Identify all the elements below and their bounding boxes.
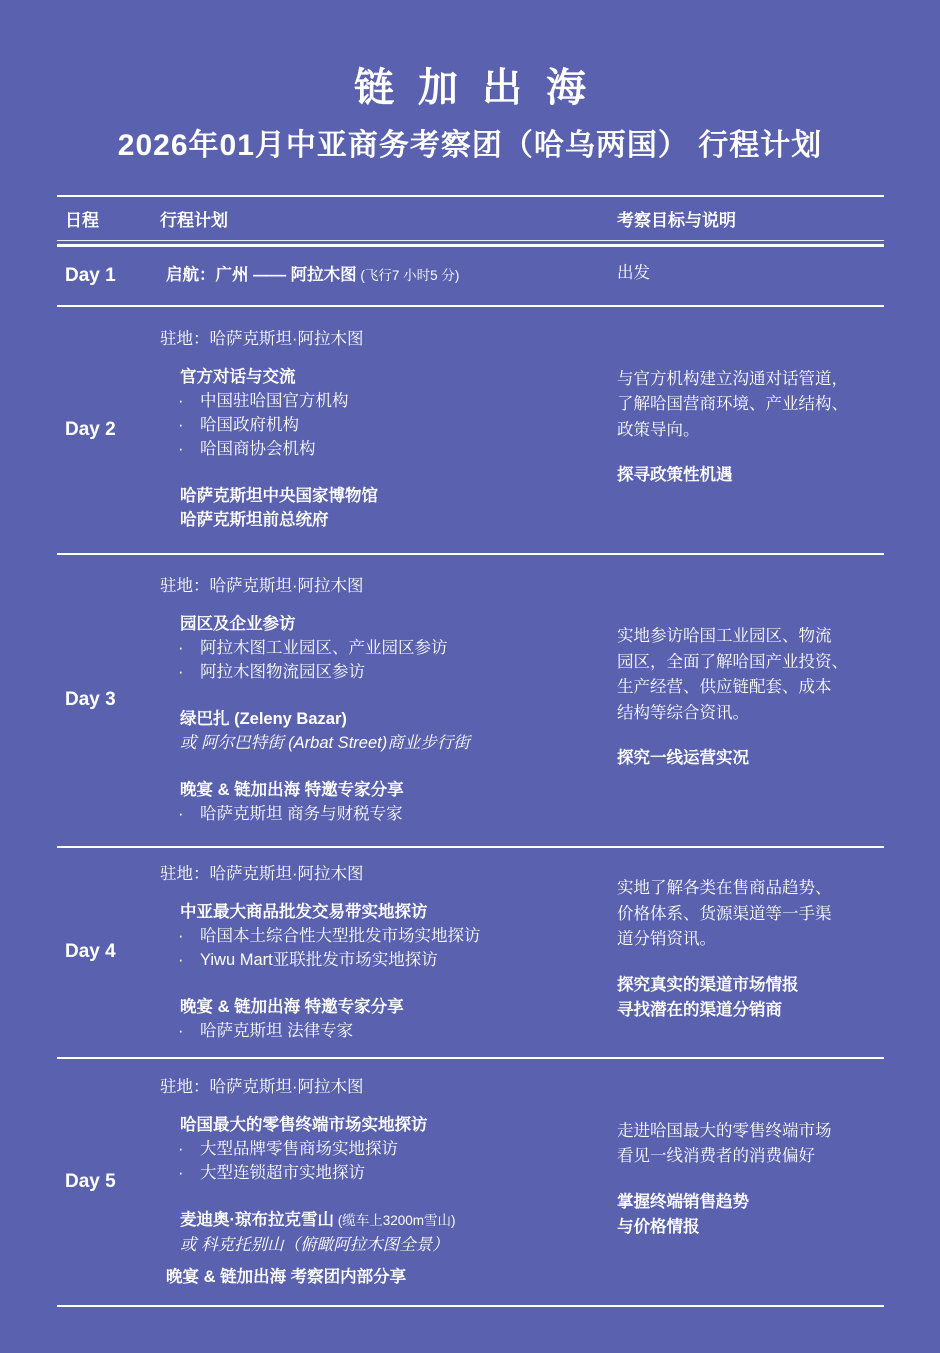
goal-line: 看见一线消费者的消费偏好 bbox=[617, 1147, 815, 1165]
bullet-dot: · bbox=[178, 392, 184, 410]
goal-line: 掌握终端销售趋势 bbox=[617, 1192, 749, 1211]
goal-line: 结构等综合资讯。 bbox=[617, 703, 749, 722]
plan-line-text: 阿拉木图物流园区参访 bbox=[200, 663, 365, 681]
table-header-row bbox=[57, 195, 884, 247]
bullet-dot: · bbox=[178, 639, 184, 657]
bullet-dot: · bbox=[178, 1163, 184, 1182]
plan-line bbox=[178, 1161, 617, 1185]
bullet-dot: · bbox=[178, 440, 184, 458]
page-title: 2026年01月中亚商务考察团（哈乌两国） 行程计划 bbox=[117, 129, 823, 162]
goals-cell bbox=[617, 247, 884, 305]
plan-cell bbox=[160, 848, 617, 1057]
day-cell bbox=[57, 307, 160, 553]
plan-line: 启航：广州 —— 阿拉木图 (飞行7 小时5 分) bbox=[166, 266, 460, 285]
day-cell bbox=[57, 848, 160, 1057]
spacer bbox=[617, 443, 884, 463]
page-header bbox=[0, 0, 940, 164]
plan-line: 园区及企业参访 bbox=[180, 615, 296, 633]
goal-line: 与价格情报 bbox=[617, 1218, 700, 1236]
goals-cell bbox=[617, 848, 884, 1057]
itinerary-table bbox=[57, 195, 884, 1307]
plan-line-text: 阿拉木图工业园区、产业园区参访 bbox=[200, 639, 448, 657]
goal-line: 走进哈国最大的零售终端市场 bbox=[617, 1121, 832, 1140]
plan-cell bbox=[160, 247, 617, 305]
day-cell bbox=[57, 247, 160, 305]
table-row bbox=[57, 1059, 884, 1307]
table-row bbox=[57, 848, 884, 1059]
plan-line: 晚宴 & 链加出海 考察团内部分享 bbox=[166, 1267, 407, 1286]
table-row bbox=[57, 247, 884, 307]
spacer bbox=[160, 755, 617, 778]
plan-line: 或 科克托别山（俯瞰阿拉木图全景） bbox=[180, 1235, 449, 1254]
bullet-dot: · bbox=[178, 416, 184, 434]
plan-line: 哈萨克斯坦前总统府 bbox=[180, 511, 329, 529]
spacer bbox=[617, 953, 884, 973]
plan-line bbox=[178, 636, 617, 660]
goal-line: 与官方机构建立沟通对话管道， bbox=[617, 369, 848, 388]
plan-line bbox=[178, 660, 617, 684]
spacer bbox=[160, 684, 617, 707]
plan-line: 晚宴 & 链加出海 特邀专家分享 bbox=[180, 997, 404, 1016]
column-header-goals: 考察目标与说明 bbox=[617, 211, 736, 230]
goal-line: 寻找潜在的渠道分销商 bbox=[617, 1001, 782, 1020]
spacer bbox=[617, 1170, 884, 1190]
plan-line-text: 哈萨克斯坦 商务与财税专家 bbox=[200, 805, 403, 823]
plan-line bbox=[178, 389, 617, 413]
inline-note: (飞行7 小时5 分) bbox=[356, 268, 460, 284]
plan-line: 官方对话与交流 bbox=[180, 368, 296, 386]
plan-line-text: 中国驻哈国官方机构 bbox=[200, 392, 349, 410]
spacer bbox=[160, 1257, 617, 1265]
plan-line: 或 阿尔巴特街 (Arbat Street)商业步行街 bbox=[180, 734, 470, 752]
goals-cell bbox=[617, 307, 884, 553]
column-header-day: 日程 bbox=[65, 211, 99, 230]
goal-line: 了解哈国营商环境、产业结构、 bbox=[617, 395, 848, 413]
inline-note: (缆车上3200m雪山) bbox=[334, 1212, 456, 1228]
day-cell bbox=[57, 555, 160, 846]
spacer bbox=[160, 1185, 617, 1208]
plan-line: 驻地：哈萨克斯坦·阿拉木图 bbox=[160, 864, 364, 883]
plan-line-text: Yiwu Mart亚联批发市场实地探访 bbox=[200, 950, 438, 969]
day-label: Day 5 bbox=[65, 1170, 116, 1192]
plan-line bbox=[178, 924, 617, 948]
plan-line bbox=[178, 1137, 617, 1161]
goal-line: 实地了解各类在售商品趋势、 bbox=[617, 879, 832, 898]
plan-line: 哈萨克斯坦中央国家博物馆 bbox=[180, 487, 378, 505]
day-label: Day 2 bbox=[65, 418, 116, 440]
plan-line-text: 大型连锁超市实地探访 bbox=[200, 1163, 365, 1182]
goal-line: 园区，全面了解哈国产业投资、 bbox=[617, 652, 848, 671]
plan-line: 麦迪奥·琼布拉克雪山 (缆车上3200m雪山) bbox=[180, 1210, 456, 1229]
goal-line: 探寻政策性机遇 bbox=[617, 466, 733, 484]
plan-line: 中亚最大商品批发交易带实地探访 bbox=[180, 902, 428, 921]
plan-line-text: 哈国本土综合性大型批发市场实地探访 bbox=[200, 926, 481, 945]
goal-line: 探究真实的渠道市场情报 bbox=[617, 975, 799, 994]
plan-line: 驻地：哈萨克斯坦·阿拉木图 bbox=[160, 1077, 364, 1096]
plan-line bbox=[178, 413, 617, 437]
plan-line bbox=[178, 802, 617, 826]
plan-line bbox=[178, 948, 617, 972]
plan-line bbox=[178, 437, 617, 461]
day-cell bbox=[57, 1059, 160, 1305]
plan-line: 哈国最大的零售终端市场实地探访 bbox=[180, 1115, 428, 1134]
brand-logo: 链加出海 bbox=[354, 66, 610, 110]
goals-cell bbox=[617, 1059, 884, 1305]
goal-line: 价格体系、货源渠道等一手渠 bbox=[617, 904, 832, 923]
plan-line-text: 哈萨克斯坦 法律专家 bbox=[200, 1021, 354, 1040]
bullet-dot: · bbox=[178, 1021, 184, 1040]
goal-line: 生产经营、供应链配套、成本 bbox=[617, 678, 832, 697]
bullet-dot: · bbox=[178, 663, 184, 681]
table-header-inner bbox=[57, 197, 884, 241]
spacer bbox=[617, 726, 884, 746]
goals-cell bbox=[617, 555, 884, 846]
goal-line: 政策导向。 bbox=[617, 420, 700, 439]
table-row bbox=[57, 555, 884, 848]
bullet-dot: · bbox=[178, 950, 184, 969]
goal-line: 实地参访哈国工业园区、物流 bbox=[617, 627, 832, 646]
column-header-plan: 行程计划 bbox=[160, 211, 228, 230]
spacer bbox=[160, 972, 617, 995]
table-row bbox=[57, 307, 884, 555]
plan-cell bbox=[160, 1059, 617, 1305]
goal-line: 探究一线运营实况 bbox=[617, 749, 749, 768]
plan-line-text: 哈国商协会机构 bbox=[200, 440, 316, 458]
goal-line: 道分销资讯。 bbox=[617, 930, 716, 949]
table-body bbox=[57, 247, 884, 1307]
bullet-dot: · bbox=[178, 1139, 184, 1158]
spacer bbox=[160, 461, 617, 484]
plan-line: 驻地：哈萨克斯坦·阿拉木图 bbox=[160, 577, 364, 595]
goal-line: 出发 bbox=[617, 264, 650, 282]
plan-line-text: 大型品牌零售商场实地探访 bbox=[200, 1139, 398, 1158]
plan-line-text: 哈国政府机构 bbox=[200, 416, 299, 434]
plan-cell bbox=[160, 555, 617, 846]
plan-line bbox=[178, 1019, 617, 1043]
day-label: Day 1 bbox=[65, 264, 116, 286]
plan-line: 晚宴 & 链加出海 特邀专家分享 bbox=[180, 781, 404, 799]
day-label: Day 4 bbox=[65, 941, 116, 962]
plan-line: 驻地：哈萨克斯坦·阿拉木图 bbox=[160, 330, 364, 348]
day-label: Day 3 bbox=[65, 689, 116, 710]
plan-line: 绿巴扎 (Zeleny Bazar) bbox=[180, 710, 347, 728]
bullet-dot: · bbox=[178, 926, 184, 945]
bullet-dot: · bbox=[178, 805, 184, 823]
plan-cell bbox=[160, 307, 617, 553]
